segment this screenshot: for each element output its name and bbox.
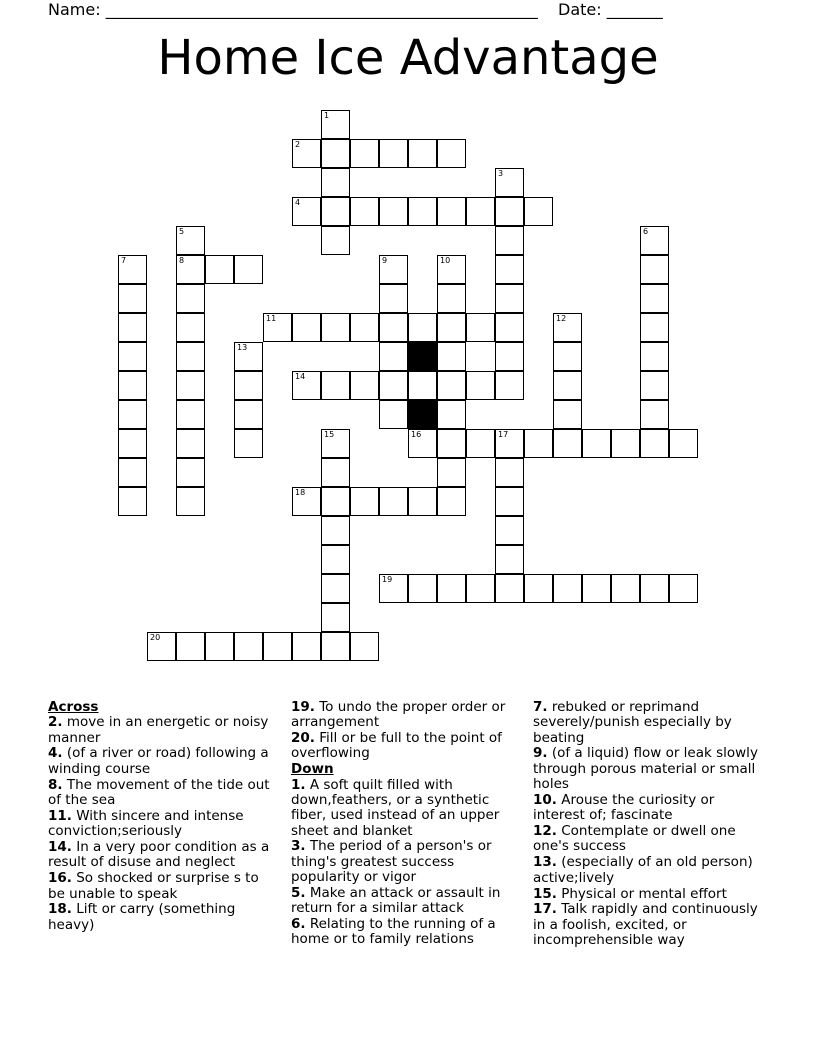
down-clue: 13. (especially of an old person) active;lively (533, 854, 753, 886)
clue-number: 19 (382, 575, 393, 584)
name-blank[interactable]: ______________________________________________________ (105, 0, 538, 19)
clue-number: 3 (498, 169, 504, 178)
crossword-cell[interactable] (640, 371, 669, 400)
crossword-cell[interactable] (495, 371, 524, 400)
down-clue: 12. Contemplate or dwell one one's success (533, 823, 736, 855)
crossword-cell[interactable] (350, 632, 379, 661)
crossword-cell[interactable] (553, 429, 582, 458)
crossword-cell[interactable] (234, 429, 263, 458)
crossword-cell[interactable] (408, 429, 437, 458)
crossword-cell[interactable] (379, 284, 408, 313)
crossword-cell[interactable] (524, 197, 553, 226)
clue-number: 12 (556, 314, 567, 323)
crossword-cell[interactable] (466, 574, 495, 603)
crossword-cell[interactable] (437, 313, 466, 342)
crossword-cell[interactable] (321, 516, 350, 545)
crossword-cell[interactable] (176, 342, 205, 371)
crossword-cell[interactable] (321, 313, 350, 342)
crossword-cell[interactable] (118, 313, 147, 342)
crossword-cell[interactable] (553, 313, 582, 342)
date-blank[interactable]: _______ (606, 0, 663, 19)
clue-number: 20 (150, 633, 161, 642)
crossword-cell[interactable] (176, 400, 205, 429)
crossword-cell[interactable] (321, 632, 350, 661)
date-label: Date: (558, 0, 602, 19)
crossword-cell[interactable] (234, 342, 263, 371)
down-clue: 15. Physical or mental effort (533, 885, 727, 902)
crossword-cell[interactable] (292, 371, 321, 400)
crossword-cell[interactable] (437, 197, 466, 226)
crossword-cell[interactable] (495, 168, 524, 197)
crossword-cell[interactable] (495, 574, 524, 603)
crossword-cell[interactable] (379, 371, 408, 400)
clue-number: 7 (121, 256, 127, 265)
crossword-cell[interactable] (640, 255, 669, 284)
crossword-cell[interactable] (321, 168, 350, 197)
clue-number: 11 (266, 314, 277, 323)
crossword-cell[interactable] (408, 139, 437, 168)
crossword-cell[interactable] (292, 139, 321, 168)
crossword-cell[interactable] (292, 632, 321, 661)
crossword-cell[interactable] (321, 487, 350, 516)
crossword-cell[interactable] (205, 255, 234, 284)
crossword-cell[interactable] (321, 545, 350, 574)
crossword-cell[interactable] (437, 400, 466, 429)
crossword-cell[interactable] (379, 313, 408, 342)
down-clue: 17. Talk rapidly and continuously in a foolish, excited, or incomprehensible way (533, 901, 758, 949)
crossword-cell[interactable] (640, 226, 669, 255)
crossword-cell[interactable] (640, 313, 669, 342)
crossword-cell[interactable] (234, 255, 263, 284)
crossword-cell[interactable] (118, 284, 147, 313)
crossword-cell[interactable] (379, 487, 408, 516)
crossword-cell[interactable] (176, 284, 205, 313)
crossword-cell[interactable] (495, 429, 524, 458)
crossword-cell[interactable] (234, 632, 263, 661)
crossword-cell[interactable] (466, 197, 495, 226)
clue-number: 17 (498, 430, 509, 439)
across-clue: 20. Fill or be full to the point of overflowing (291, 730, 502, 762)
crossword-cell[interactable] (321, 197, 350, 226)
crossword-cell[interactable] (495, 342, 524, 371)
crossword-cell[interactable] (350, 371, 379, 400)
crossword-cell[interactable] (437, 342, 466, 371)
crossword-cell[interactable] (495, 458, 524, 487)
down-clue: 3. The period of a person's or thing's greatest success popularity or vigor (291, 838, 492, 886)
crossword-cell[interactable] (176, 632, 205, 661)
crossword-cell[interactable] (582, 574, 611, 603)
clues-column-2 (291, 700, 523, 948)
across-clue: 19. To undo the proper order or arrangement (291, 699, 506, 731)
crossword-block (408, 400, 437, 429)
crossword-cell[interactable] (466, 371, 495, 400)
crossword-cell[interactable] (292, 197, 321, 226)
clue-number: 2 (295, 140, 301, 149)
crossword-cell[interactable] (466, 429, 495, 458)
crossword-cell[interactable] (176, 255, 205, 284)
crossword-cell[interactable] (379, 574, 408, 603)
clue-number: 14 (295, 372, 306, 381)
down-clue: 10. Arouse the curiosity or interest of; fascinate (533, 791, 715, 824)
crossword-cell[interactable] (118, 429, 147, 458)
crossword-cell[interactable] (176, 226, 205, 255)
crossword-cell[interactable] (176, 458, 205, 487)
crossword-cell[interactable] (321, 429, 350, 458)
crossword-cell[interactable] (408, 313, 437, 342)
crossword-cell[interactable] (350, 487, 379, 516)
crossword-cell[interactable] (437, 574, 466, 603)
crossword-cell[interactable] (321, 110, 350, 139)
crossword-cell[interactable] (147, 632, 176, 661)
crossword-cell[interactable] (118, 400, 147, 429)
crossword-cell[interactable] (437, 139, 466, 168)
name-label: Name: (48, 0, 101, 19)
clue-number: 4 (295, 198, 301, 207)
crossword-cell[interactable] (437, 458, 466, 487)
down-clue: 5. Make an attack or assault in return for a similar attack (291, 884, 501, 917)
crossword-cell[interactable] (466, 313, 495, 342)
down-clue: 9. (of a liquid) flow or leak slowly through porous material or small holes (533, 745, 758, 793)
crossword-cell[interactable] (611, 429, 640, 458)
crossword-cell[interactable] (669, 429, 698, 458)
crossword-cell[interactable] (176, 371, 205, 400)
across-clue: 4. (of a river or road) following a winding course (48, 745, 269, 777)
crossword-block (408, 342, 437, 371)
across-clue: 8. The movement of the tide out of the sea (48, 776, 270, 808)
crossword-cell[interactable] (582, 429, 611, 458)
crossword-cell[interactable] (408, 574, 437, 603)
crossword-cell[interactable] (640, 429, 669, 458)
crossword-cell[interactable] (379, 342, 408, 371)
crossword-cell[interactable] (495, 516, 524, 545)
crossword-cell[interactable] (553, 371, 582, 400)
crossword-cell[interactable] (118, 342, 147, 371)
crossword-cell[interactable] (640, 574, 669, 603)
crossword-cell[interactable] (234, 371, 263, 400)
crossword-cell[interactable] (640, 400, 669, 429)
crossword-cell[interactable] (350, 139, 379, 168)
page-title: Home Ice Advantage (157, 30, 659, 86)
crossword-cell[interactable] (321, 574, 350, 603)
crossword-cell[interactable] (495, 284, 524, 313)
crossword-cell[interactable] (176, 429, 205, 458)
crossword-cell[interactable] (408, 197, 437, 226)
crossword-cell[interactable] (234, 400, 263, 429)
clue-number: 5 (179, 227, 185, 236)
crossword-cell[interactable] (321, 458, 350, 487)
clue-number: 15 (324, 430, 335, 439)
clues-column-1 (48, 700, 273, 934)
crossword-cell[interactable] (408, 371, 437, 400)
crossword-cell[interactable] (321, 371, 350, 400)
crossword-cell[interactable] (350, 197, 379, 226)
across-clue: 11. With sincere and intense conviction;seriously (48, 807, 244, 840)
clue-number: 9 (382, 256, 388, 265)
crossword-cell[interactable] (437, 255, 466, 284)
crossword-cell[interactable] (640, 342, 669, 371)
across-clue: 18. Lift or carry (something heavy) (48, 901, 236, 933)
crossword-cell[interactable] (263, 313, 292, 342)
clue-number: 16 (411, 430, 422, 439)
crossword-cell[interactable] (437, 429, 466, 458)
crossword-cell[interactable] (176, 313, 205, 342)
clue-number: 18 (295, 488, 306, 497)
clue-number: 10 (440, 256, 451, 265)
clue-number: 8 (179, 256, 185, 265)
crossword-cell[interactable] (379, 197, 408, 226)
crossword-cell[interactable] (495, 313, 524, 342)
crossword-cell[interactable] (321, 139, 350, 168)
crossword-cell[interactable] (379, 400, 408, 429)
crossword-cell[interactable] (669, 574, 698, 603)
crossword-cell[interactable] (292, 487, 321, 516)
across-clue: 14. In a very poor condition as a result of disuse and neglect (48, 839, 270, 871)
crossword-cell[interactable] (524, 429, 553, 458)
crossword-cell[interactable] (118, 255, 147, 284)
crossword-cell[interactable] (611, 574, 640, 603)
crossword-cell[interactable] (495, 545, 524, 574)
clues-column-3 (533, 700, 768, 949)
down-heading: Down (291, 761, 334, 778)
crossword-cell[interactable] (640, 284, 669, 313)
crossword-cell[interactable] (350, 313, 379, 342)
crossword-cell[interactable] (495, 226, 524, 255)
clue-number: 1 (324, 111, 330, 120)
crossword-cell[interactable] (437, 487, 466, 516)
across-heading: Across (48, 699, 99, 715)
down-clue: 6. Relating to the running of a home or to family relations (291, 916, 496, 948)
crossword-cell[interactable] (408, 487, 437, 516)
crossword-cell[interactable] (495, 197, 524, 226)
crossword-cell[interactable] (495, 255, 524, 284)
crossword-cell[interactable] (118, 458, 147, 487)
down-clue: 1. A soft quilt filled with down,feathers, or a synthetic fiber, used instead of an upper sheet and blanket (291, 776, 500, 839)
crossword-cell[interactable] (524, 574, 553, 603)
crossword-cell[interactable] (437, 371, 466, 400)
clue-number: 6 (643, 227, 649, 236)
crossword-cell[interactable] (205, 632, 234, 661)
crossword-cell[interactable] (118, 487, 147, 516)
crossword-cell[interactable] (553, 342, 582, 371)
crossword-cell[interactable] (553, 400, 582, 429)
clue-number: 13 (237, 343, 248, 352)
crossword-cell[interactable] (321, 226, 350, 255)
crossword-cell[interactable] (379, 139, 408, 168)
across-clue: 2. move in an energetic or noisy manner (48, 714, 269, 746)
crossword-cell[interactable] (292, 313, 321, 342)
crossword-cell[interactable] (553, 574, 582, 603)
crossword-cell[interactable] (321, 603, 350, 632)
crossword-cell[interactable] (495, 487, 524, 516)
down-clue: 7. rebuked or reprimand severely/punish especially by beating (533, 699, 732, 746)
crossword-cell[interactable] (176, 487, 205, 516)
crossword-cell[interactable] (437, 284, 466, 313)
crossword-cell[interactable] (263, 632, 292, 661)
across-clue: 16. So shocked or surprise s to be unable to speak (48, 870, 259, 902)
crossword-cell[interactable] (118, 371, 147, 400)
crossword-cell[interactable] (379, 255, 408, 284)
